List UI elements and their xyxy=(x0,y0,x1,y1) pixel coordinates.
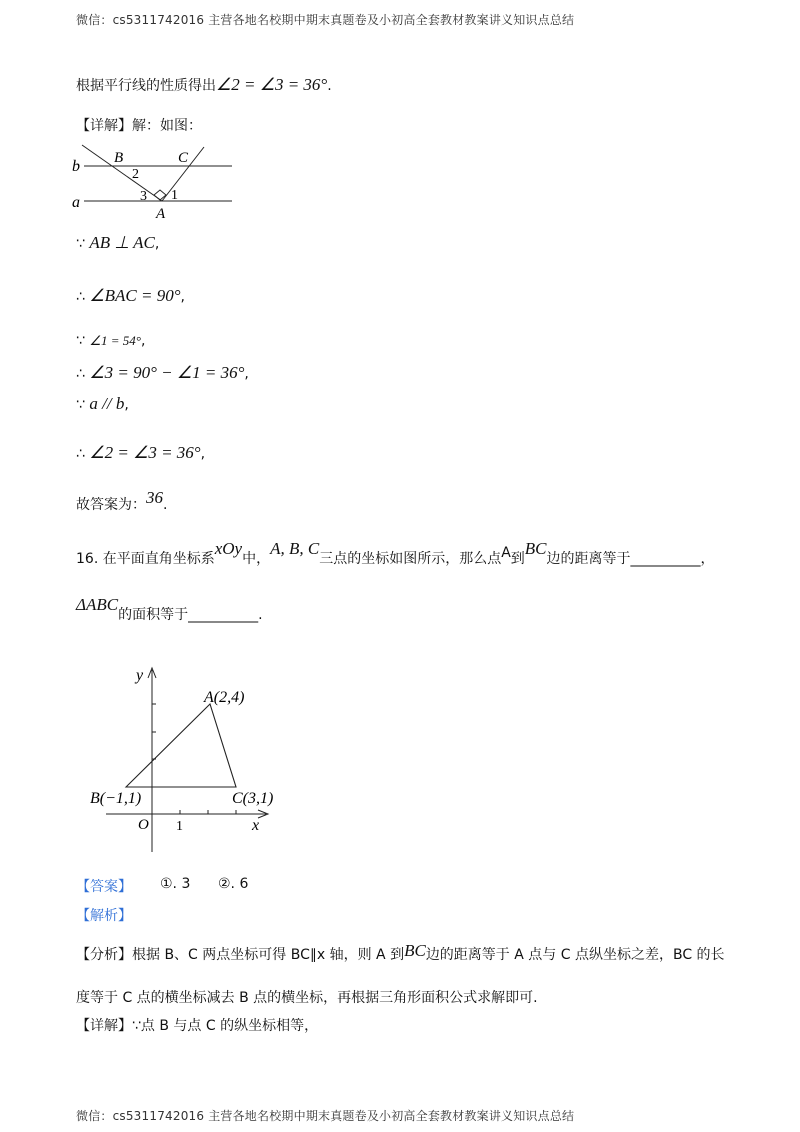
triangle-abc xyxy=(126,704,236,787)
label-origin: O xyxy=(138,817,149,833)
label-C: C xyxy=(178,150,189,166)
y-ticks xyxy=(152,704,156,787)
label-A: A xyxy=(156,206,166,222)
label-x: x xyxy=(252,817,260,834)
x-ticks xyxy=(180,810,236,814)
coordinate-figure xyxy=(88,662,288,862)
label-angle-1: 1 xyxy=(171,188,178,203)
label-a: a xyxy=(72,194,80,211)
analysis-paragraph-3: 【详解】∵点 B 与点 C 的纵坐标相等， xyxy=(76,1018,319,1034)
step-6: ∴ ∠2 = ∠3 = 36°, xyxy=(76,443,206,462)
label-B: B xyxy=(114,150,124,166)
label-point-a: A(2,4) xyxy=(204,689,245,706)
text-line-1: 根据平行线的性质得出∠2 = ∠3 = 36°. xyxy=(76,75,332,94)
label-b: b xyxy=(72,158,80,175)
step-5: ∵ a // b, xyxy=(76,394,129,413)
label-angle-3: 3 xyxy=(140,189,147,204)
page-footer: 微信：cs5311742016 主营各地名校期中期末真题卷及小初高全套教材教案讲义知识点总结 xyxy=(76,1109,575,1123)
step-1: ∵ AB ⊥ AC, xyxy=(76,233,160,252)
step-2: ∴ ∠BAC = 90°, xyxy=(76,286,185,305)
label-y: y xyxy=(136,667,144,684)
detail-heading: 【详解】解：如图： xyxy=(76,118,202,134)
answer-line: 故答案为：36. xyxy=(76,488,168,513)
question-16-line-2: ΔABC的面积等于__________. xyxy=(76,595,263,623)
label-one: 1 xyxy=(176,819,183,834)
label-angle-2: 2 xyxy=(132,167,139,182)
answer-value-1: ①. 3 xyxy=(160,876,191,892)
answer-label: 【答案】 xyxy=(76,879,132,895)
parallel-lines-figure xyxy=(70,145,240,225)
page-header: 微信：cs5311742016 主营各地名校期中期末真题卷及小初高全套教材教案讲义知识点总结 xyxy=(76,13,575,27)
answer-value-2: ②. 6 xyxy=(218,876,249,892)
label-point-c: C(3,1) xyxy=(232,790,274,807)
analysis-paragraph-1: 【分析】根据 B、C 两点坐标可得 BC∥x 轴，则 A 到BC边的距离等于 A 点与 C 点纵坐标之差，BC 的长 xyxy=(76,941,725,963)
step-3: ∵ ∠1 = 54°, xyxy=(76,333,146,349)
step-4: ∴ ∠3 = 90° − ∠1 = 36°, xyxy=(76,363,249,382)
question-16: 16. 在平面直角坐标系xOy中，A, B, C三点的坐标如图所示，那么点A到BC边的距离等于__________， xyxy=(76,539,715,567)
label-point-b: B(−1,1) xyxy=(90,790,142,807)
analysis-paragraph-2: 度等于 C 点的横坐标减去 B 点的横坐标，再根据三角形面积公式求解即可. xyxy=(76,990,538,1006)
analysis-label: 【解析】 xyxy=(76,908,132,924)
